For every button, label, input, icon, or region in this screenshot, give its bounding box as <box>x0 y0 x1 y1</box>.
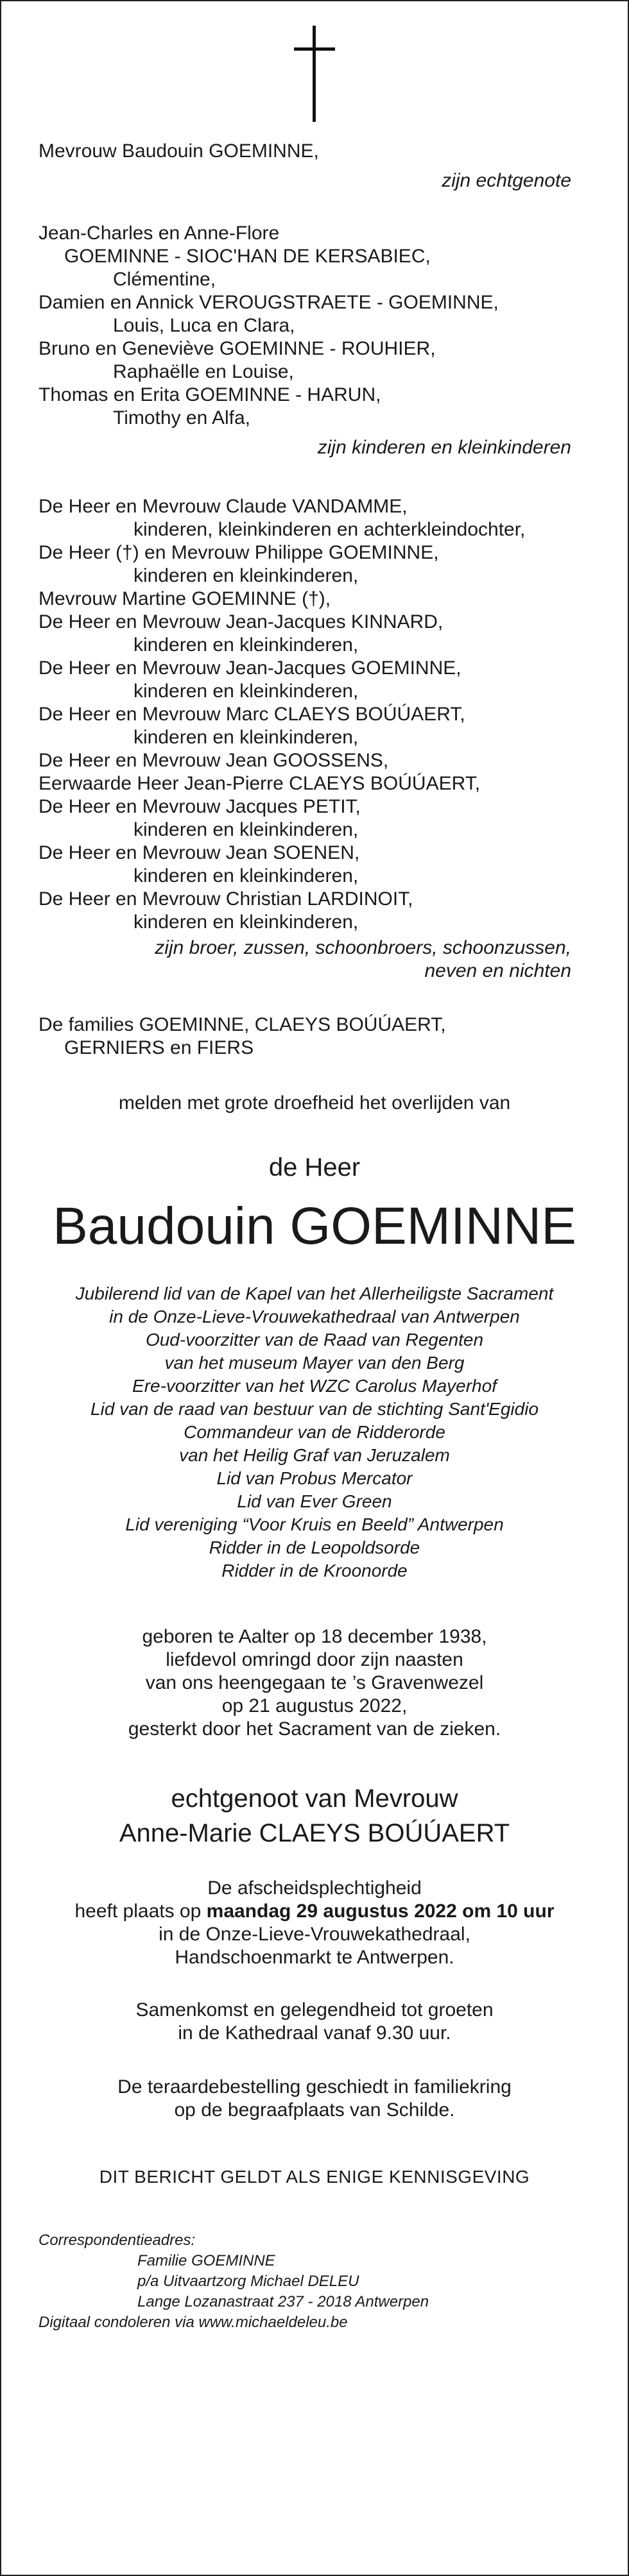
children-line: Jean-Charles en Anne-Flore <box>39 223 280 244</box>
sibling-line: De Heer en Mevrouw Jean GOOSSENS, <box>39 750 389 771</box>
honor-line: Commandeur van de Ridderorde <box>184 1422 445 1442</box>
sibling-line: De Heer en Mevrouw Christian LARDINOIT, <box>39 888 413 910</box>
life-line: van ons heengegaan te ’s Gravenwezel <box>145 1672 484 1693</box>
life-line: op 21 augustus 2022, <box>221 1695 408 1716</box>
correspondence-label: Correspondentieadres: <box>39 2232 196 2249</box>
families-line: GERNIERS en FIERS <box>64 1037 254 1058</box>
ceremony-line: Handschoenmarkt te Antwerpen. <box>175 1947 454 1968</box>
honor-line: Lid van de raad van bestuur van de stichting Sant'Egidio <box>90 1399 539 1419</box>
honor-line: Lid van Ever Green <box>237 1491 392 1511</box>
sibling-line: De Heer en Mevrouw Jean-Jacques GOEMINNE, <box>39 657 461 679</box>
sibling-line: kinderen en kleinkinderen, <box>134 681 359 702</box>
honor-line: Ridder in de Leopoldsorde <box>209 1538 420 1557</box>
honor-line: in de Onze-Lieve-Vrouwekathedraal van Antwerpen <box>109 1307 520 1326</box>
sibling-line: kinderen en kleinkinderen, <box>134 727 359 748</box>
children-role: zijn kinderen en kleinkinderen <box>317 437 571 458</box>
cross-icon <box>294 26 335 122</box>
sibling-line: Mevrouw Martine GOEMINNE (†), <box>39 588 331 609</box>
honor-line: Ridder in de Kroonorde <box>221 1561 408 1580</box>
sibling-line: De Heer en Mevrouw Jacques PETIT, <box>39 796 361 817</box>
sibling-line: kinderen en kleinkinderen, <box>134 819 359 840</box>
burial-line: De teraardebestelling geschiedt in familiekring <box>117 2076 512 2097</box>
honor-line: Oud-voorzitter van de Raad van Regenten <box>145 1330 484 1350</box>
sibling-line: De Heer en Mevrouw Claude VANDAMME, <box>39 496 408 517</box>
ceremony-date-line <box>0 1900 629 1923</box>
correspondence-line: p/a Uitvaartzorg Michael DELEU <box>137 2273 359 2290</box>
honor-line: Jubilerend lid van de Kapel van het Allerheiligste Sacrament <box>75 1284 554 1303</box>
husband-line: echtgenoot van Mevrouw <box>171 1784 458 1813</box>
honor-line: Lid vereniging “Voor Kruis en Beeld” Antwerpen <box>125 1514 504 1534</box>
deceased-name: Baudouin GOEMINNE <box>53 1197 576 1255</box>
children-line: Timothy en Alfa, <box>113 407 250 428</box>
sibling-line: De Heer en Mevrouw Jean SOENEN, <box>39 842 360 863</box>
life-line: geboren te Aalter op 18 december 1938, <box>142 1626 487 1647</box>
correspondence-line: Familie GOEMINNE <box>137 2252 275 2269</box>
sibling-line: De Heer en Mevrouw Jean-Jacques KINNARD, <box>39 611 444 632</box>
children-line: Bruno en Geneviève GOEMINNE - ROUHIER, <box>39 338 436 359</box>
children-line: Thomas en Erita GOEMINNE - HARUN, <box>39 384 381 405</box>
honor-line: Ere-voorzitter van het WZC Carolus Mayerhof <box>132 1376 497 1396</box>
sibling-line: kinderen en kleinkinderen, <box>134 565 359 586</box>
children-line: Clémentine, <box>113 269 216 290</box>
children-line: Damien en Annick VEROUGSTRAETE - GOEMINNE, <box>39 292 499 313</box>
gathering-line: in de Kathedraal vanaf 9.30 uur. <box>178 2022 451 2044</box>
sibling-line: kinderen en kleinkinderen, <box>134 634 359 656</box>
ceremony-date: maandag 29 augustus 2022 om 10 uur <box>206 1901 555 1922</box>
sibling-line: kinderen, kleinkinderen en achterkleindochter, <box>134 519 526 540</box>
life-line: liefdevol omringd door zijn naasten <box>166 1649 463 1670</box>
digital-condolence: Digitaal condoleren via www.michaeldeleu.be <box>39 2314 348 2331</box>
ceremony-pre: heeft plaats op <box>74 1901 207 1922</box>
gathering-line: Samenkomst en gelegendheid tot groeten <box>135 1999 494 2021</box>
children-line: Louis, Luca en Clara, <box>113 315 295 336</box>
spouse-role: zijn echtgenote <box>442 170 571 191</box>
children-line: GOEMINNE - SIOC'HAN DE KERSABIEC, <box>64 246 431 267</box>
children-line: Raphaëlle en Louise, <box>113 361 294 382</box>
husband-line: Anne-Marie CLAEYS BOÚÚAERT <box>119 1819 510 1847</box>
ceremony-line: in de Onze-Lieve-Vrouwekathedraal, <box>159 1924 470 1945</box>
sibling-line: kinderen en kleinkinderen, <box>134 865 359 886</box>
sibling-line: De Heer (†) en Mevrouw Philippe GOEMINNE, <box>39 542 439 563</box>
correspondence-line: Lange Lozanastraat 237 - 2018 Antwerpen <box>137 2293 429 2310</box>
honor-line: Lid van Probus Mercator <box>216 1468 413 1488</box>
sibling-line: De Heer en Mevrouw Marc CLAEYS BOÚÚAERT, <box>39 704 465 725</box>
siblings-role: neven en nichten <box>424 960 571 981</box>
burial-line: op de begraafplaats van Schilde. <box>174 2099 455 2121</box>
spouse-name: Mevrouw Baudouin GOEMINNE, <box>39 140 319 162</box>
deceased-title: de Heer <box>268 1153 361 1182</box>
sibling-line: Eerwaarde Heer Jean-Pierre CLAEYS BOÚÚAERT, <box>39 773 481 794</box>
siblings-role: zijn broer, zussen, schoonbroers, schoonzussen, <box>155 937 571 958</box>
life-line: gesterkt door het Sacrament van de zieken. <box>128 1718 501 1740</box>
honor-line: van het Heilig Graf van Jeruzalem <box>179 1445 450 1465</box>
ceremony-line: De afscheidsplechtigheid <box>207 1877 422 1899</box>
announcement: melden met grote droefheid het overlijden van <box>118 1092 511 1114</box>
sibling-line: kinderen en kleinkinderen, <box>134 911 359 933</box>
honor-line: van het museum Mayer van den Berg <box>164 1353 465 1373</box>
notice: DIT BERICHT GELDT ALS ENIGE KENNISGEVING <box>99 2167 530 2187</box>
families-line: De families GOEMINNE, CLAEYS BOÚÚAERT, <box>39 1014 446 1035</box>
